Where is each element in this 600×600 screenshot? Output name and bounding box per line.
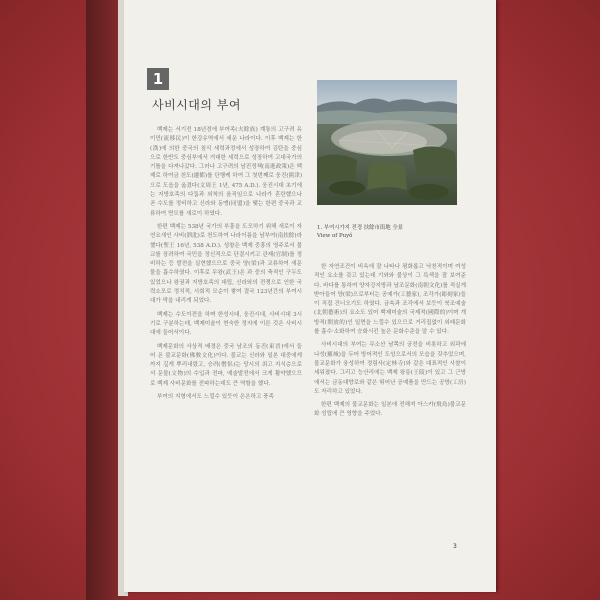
photo-caption	[317, 224, 467, 240]
page-number: 3	[453, 543, 457, 550]
body-column-right	[314, 263, 466, 424]
body-paragraph: 백제문화의 사상적 배경은 중국 남조의 동진(東晋)에서 들어 온 불교문화(佛敎文化)이다. 불교는 신라와 일본 대중에게까지 깊게 뿌리내렸고, 승려(僧侶)는 당시의 최고 지식층으로서 문물(文物)의 수입과 전파, 예술발전에서 크게 활약했으므로 백제 사비문화를 전파하는데도 큰 역할을 했다.	[150, 343, 302, 387]
aerial-city-photo	[317, 80, 457, 205]
chapter-number: 1	[147, 68, 169, 90]
body-paragraph: 백제는 수도이전을 하며 한성시대, 웅진시대, 사비시대 3시기로 구분하는데, 백제미술이 현숙한 정지에 이른 것은 사비시대에 들어서이다.	[150, 311, 302, 337]
body-paragraph: 한편 백제의 불교문화는 일본에 전해져 아스카(飛鳥)불교문화 성립에 큰 영향을 주었다.	[314, 402, 466, 418]
body-paragraph: 부여의 지형에서도 느낄수 있듯이 은은하고 풍족	[157, 394, 274, 401]
body-paragraph: 한편 백제는 538년 국가의 부흥을 도모하기 위해 새로이 자연요새인 사비(泗沘)로 천도하여 나라이름을 남부여(南扶餘)라 했다(聖王 16년, 538 A.D.). 성왕은 백제 중흥의 영주로서 불교를 장려하여 국민을 정신적으로 단결시키고 관제(官制)를 정비하는 등 발전을 실현했으므로 중국 양(梁)과 교류하여 새문물을 흡수하였다. 이후로 무왕(武王)은 과 중의 축적인 구두도 있었으나 왕권과 지방호족의 대립, 신라와의 전쟁으로 인한 국력소모로 정치적, 사회적 모순이 쌓여 결국 123년간의 부여시대가 막을 내리게 되었다.	[150, 223, 302, 305]
caption-title: 1. 부여시가지 전경 扶餘市街地 全景	[317, 225, 404, 231]
body-paragraph: 한 자연조건이 비옥에 잘 나타나 평화롭고 낙천적이며 여성적인 요소를 갖고 있는데 기와와 불상이 그 특색을 잘 보여준다. 바다를 통하여 양자강지방과 남조문화(南朝文化)를 적실게 받아들여 양(梁)으로부터는 공예가(工藝家), 조각가(彫刻家)들이 직접 건너오기도 하였다. 금속과 조각에서 보듯이 북조예술(北朝藝術)의 요소도 있어 백제미술의 국제적(國際的)이며 개방적(開放的)인 일면을 느낄수 있으므로 거리집없이 외래문화를 흡수·소화하여 승화시킨 높은 문화수준을 알 수 있다.	[314, 264, 466, 336]
chapter-title: 사비시대의 부여	[152, 98, 241, 112]
body-paragraph: 사비시대의 부여는 무소산 남쪽의 궁전을 비롯하고 외곽에 나성(羅城)을 두어 방어적인 도성으로서의 모습을 갖추었으며, 불교문화가 융성하여 정림사(定林寺)와 같은 대표적인 사찰이 세워졌다. 그리고 능산리에는 백제 왕릉(王陵)이 있고 그 근방에서는 금동대향로와 같은 뛰어난 공예품을 만드는 공방(工房)도 자리하고 있었다.	[314, 342, 466, 395]
body-column-left	[150, 126, 302, 406]
aerial-photo-image	[317, 80, 457, 205]
body-paragraph: 백제는 서기전 18년경에 부여족(夫餘族) 계통의 고구려 유이민(流移民)이 한강유역에서 세운 나라이다. 이후 백제는 한(漢)에 의한 중국의 침식 세력과정에서 성장하여 김탄을 중심으로 한반도 중심부에서 거대한 세력으로 성장하여 고대국가의 기틀을 다져나갔다. 그러나 고구려의 남진정책(南進政策)은 백제로 하여금 천도(遷都)를 단행케 하여 그 첫번째로 웅진(熊津)으로 도읍을 옮겼다(文周王 1년, 475 A.D.). 웅진시대 초기에는 지방호족의 다툼과 외척의 움직임으로 나라가 혼란했으나 곧 수도를 정비하고 신라와 동맹(同盟)을 맺는 한편 중국과 교류하여 면모를 새로이 하였다.	[150, 127, 302, 217]
caption-english: View of Puyŏ	[317, 233, 353, 239]
